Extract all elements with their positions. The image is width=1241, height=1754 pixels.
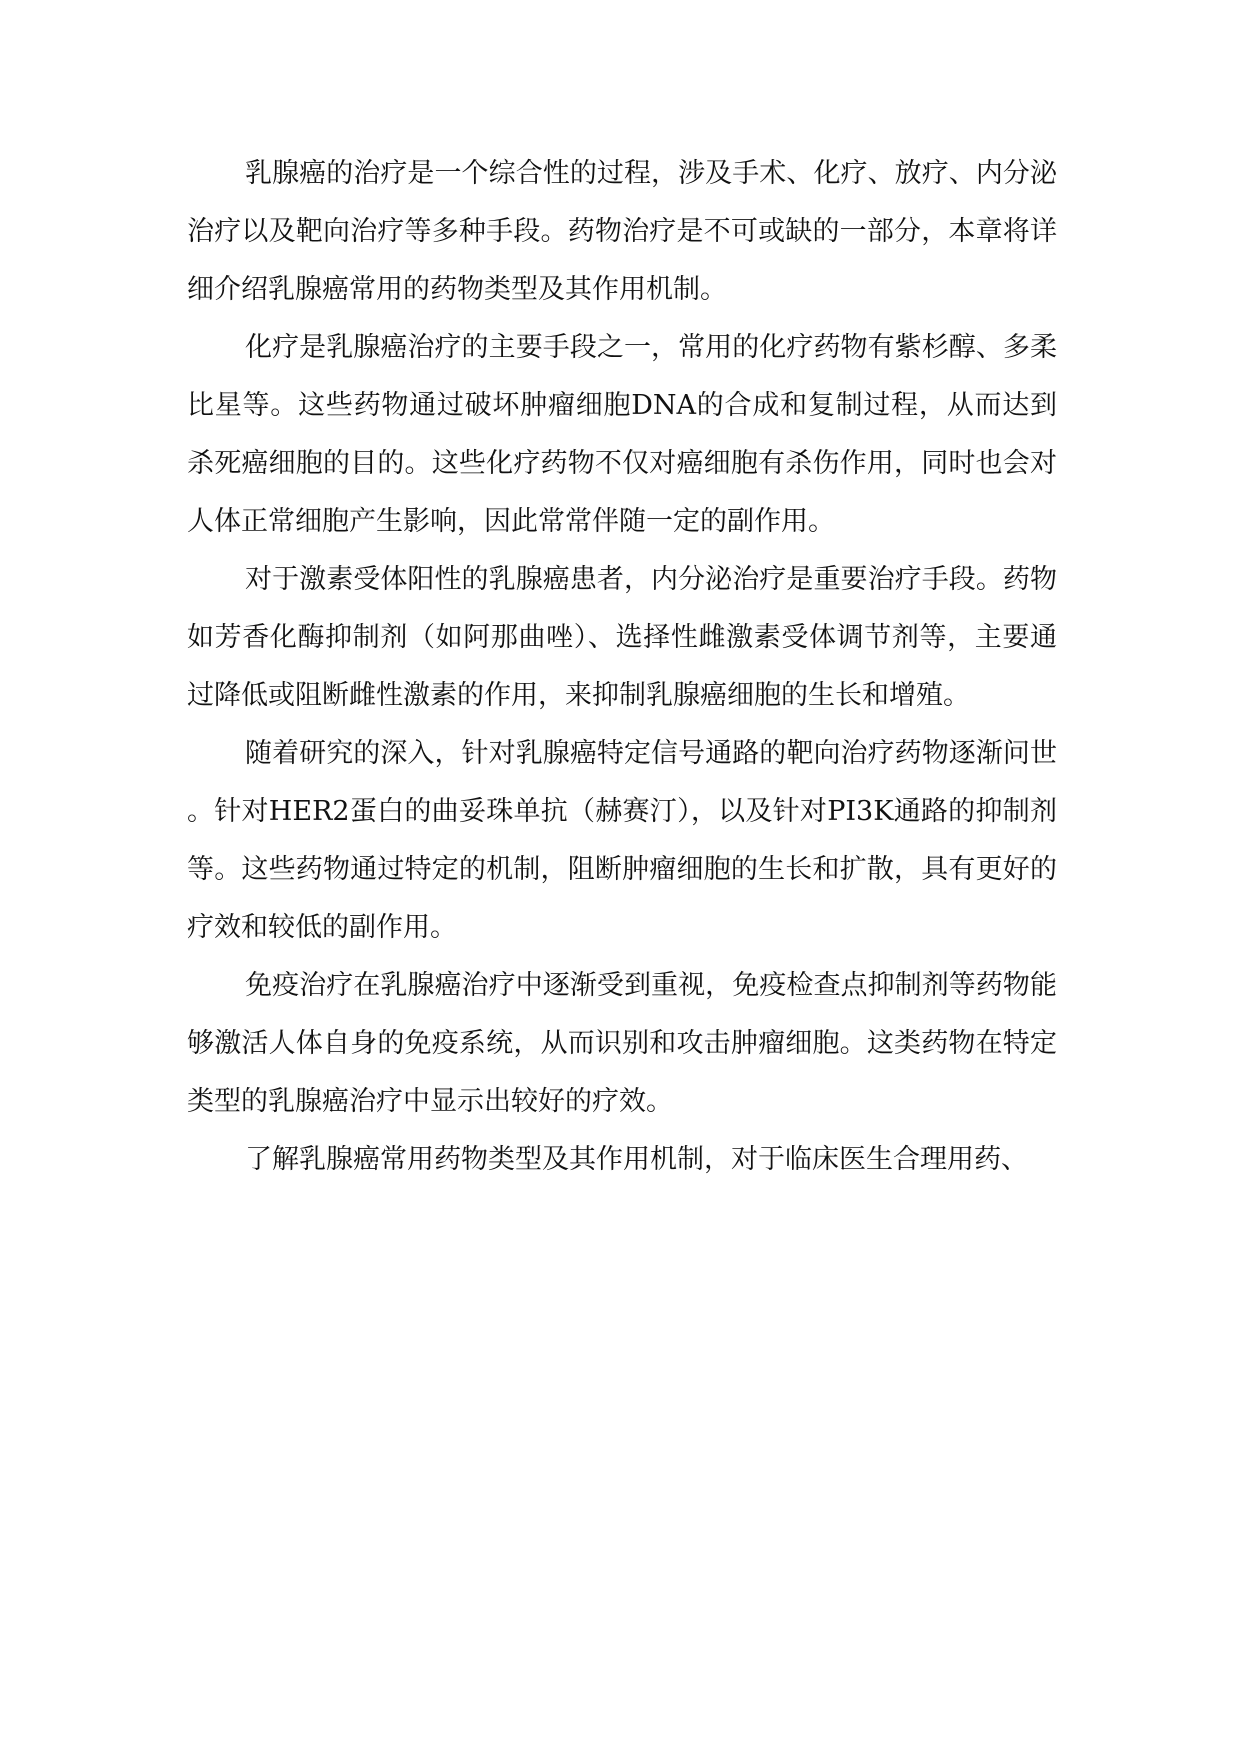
paragraph-conclusion: 了解乳腺癌常用药物类型及其作用机制，对于临床医生合理用药、 <box>245 1144 1028 1175</box>
paragraph-treatment-overview: 乳腺癌的治疗是一个综合性的过程，涉及手术、化疗、放疗、内分泌治疗以及靶向治疗等多种手段。药物治疗是不可或缺的一部分，本章将详细介绍乳腺癌常用的药物类型及其作用机制。 <box>187 158 1057 305</box>
document-body <box>187 145 1057 1189</box>
paragraph-immunotherapy: 免疫治疗在乳腺癌治疗中逐渐受到重视，免疫检查点抑制剂等药物能够激活人体自身的免疫系统，从而识别和攻击肿瘤细胞。这类药物在特定类型的乳腺癌治疗中显示出较好的疗效。 <box>187 970 1057 1117</box>
paragraph-chemotherapy: 化疗是乳腺癌治疗的主要手段之一，常用的化疗药物有紫杉醇、多柔比星等。这些药物通过破坏肿瘤细胞DNA的合成和复制过程，从而达到杀死癌细胞的目的。这些化疗药物不仅对癌细胞有杀伤作用，同时也会对人体正常细胞产生影响，因此常常伴随一定的副作用。 <box>187 332 1057 537</box>
paragraph-targeted-therapy: 随着研究的深入，针对乳腺癌特定信号通路的靶向治疗药物逐渐问世。针对HER2蛋白的曲妥珠单抗（赫赛汀），以及针对PI3K通路的抑制剂等。这些药物通过特定的机制，阻断肿瘤细胞的生长和扩散，具有更好的疗效和较低的副作用。 <box>187 738 1057 943</box>
paragraph-endocrine-therapy: 对于激素受体阳性的乳腺癌患者，内分泌治疗是重要治疗手段。药物如芳香化酶抑制剂（如阿那曲唑）、选择性雌激素受体调节剂等，主要通过降低或阻断雌性激素的作用，来抑制乳腺癌细胞的生长和增殖。 <box>187 564 1057 711</box>
